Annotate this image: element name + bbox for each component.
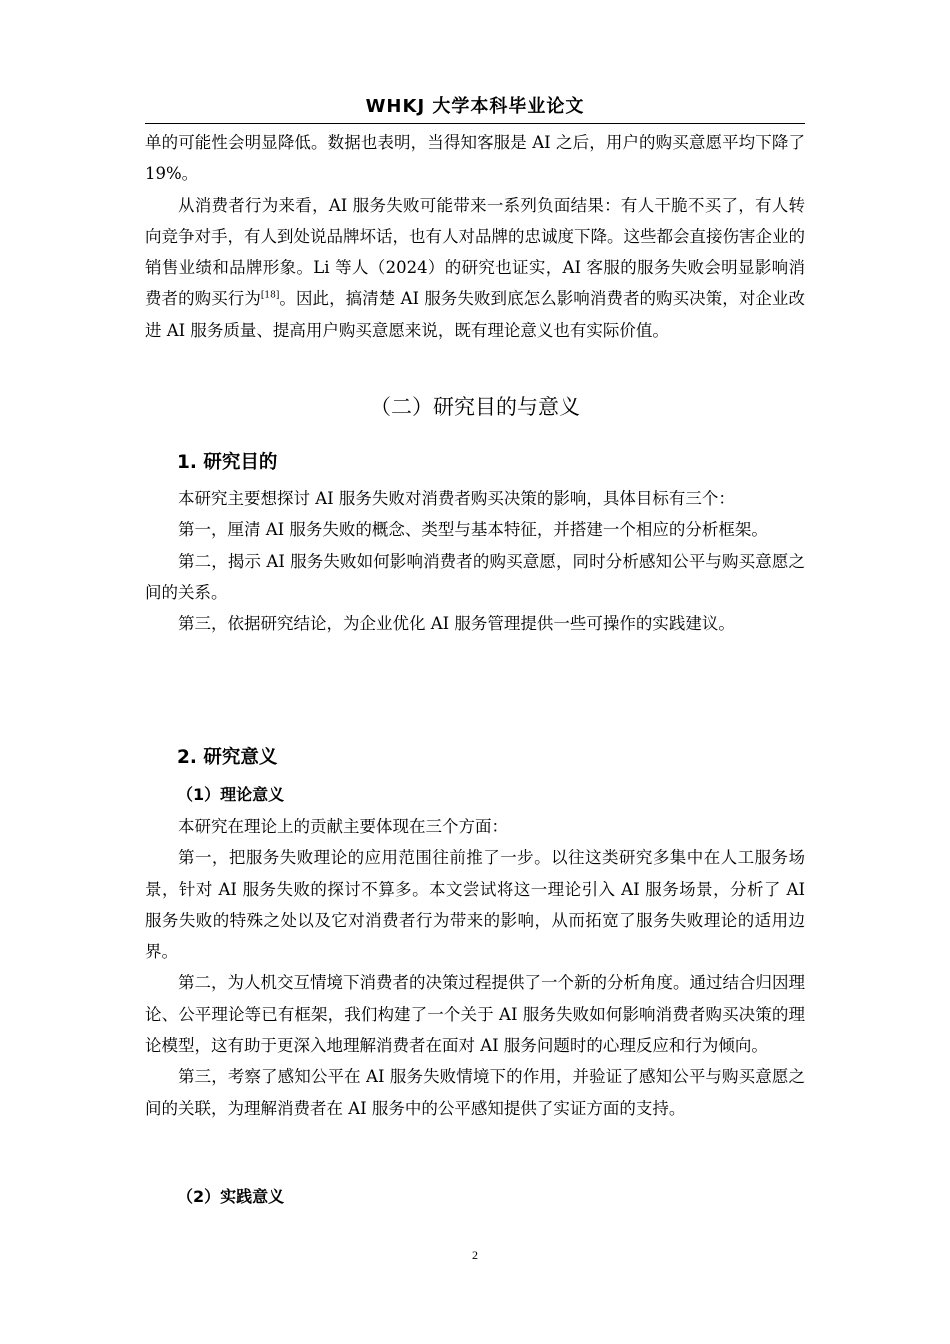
section-heading-purpose-significance: （二）研究目的与意义 — [370, 395, 580, 419]
heading-practical-significance: （2）实践意义 — [177, 1187, 285, 1206]
significance-text-block — [145, 811, 805, 1124]
paragraph-purpose-intro: 本研究主要想探讨 AI 服务失败对消费者购买决策的影响，具体目标有三个： — [178, 489, 735, 508]
citation-marker: [18] — [260, 290, 280, 301]
paragraph-consumer-behavior — [145, 190, 805, 346]
subsection-heading-purpose: 1. 研究目的 — [177, 452, 278, 473]
paragraph-theory-third: 第三，考察了感知公平在 AI 服务失败情境下的作用，并验证了感知公平与购买意愿之间的关联，为理解消费者在 AI 服务中的公平感知提供了实证方面的支持。 — [145, 1067, 805, 1118]
page-number: 2 — [472, 1248, 478, 1262]
heading-theoretical-significance: （1）理论意义 — [177, 785, 285, 804]
paragraph-purpose-second: 第二，揭示 AI 服务失败如何影响消费者的购买意愿，同时分析感知公平与购买意愿之间的关系。 — [145, 551, 805, 602]
paragraph-text-continued: 。因此，搞清楚 AI 服务失败到底怎么影响消费者的购买决策，对企业改进 AI 服务质量、提高用户购买意愿来说，既有理论意义也有实际价值。 — [145, 289, 805, 340]
paragraph-theory-first: 第一，把服务失败理论的应用范围往前推了一步。以往这类研究多集中在人工服务场景，针对 AI 服务失败的探讨不算多。本文尝试将这一理论引入 AI 服务场景，分析了 AI 服务失败的特殊之处以及它对消费者行为带来的影响，从而拓宽了服务失败理论的适用边界。 — [145, 848, 805, 962]
subsection-heading-significance: 2. 研究意义 — [177, 747, 278, 768]
paragraph-text: 从消费者行为来看，AI 服务失败可能带来一系列负面结果：有人干脆不买了，有人转向竞争对手，有人到处说品牌坏话，也有人对品牌的忠诚度下降。这些都会直接伤害企业的销售业绩和品牌形象。Li 等人（2024）的研究也证实，AI 客服的服务失败会明显影响消费者的购买行为 — [145, 195, 805, 309]
paragraph-purpose-first: 第一，厘清 AI 服务失败的概念、类型与基本特征，并搭建一个相应的分析框架。 — [178, 520, 768, 540]
header-divider — [145, 123, 805, 124]
paragraph-continued: 单的可能性会明显降低。数据也表明，当得知客服是 AI 之后，用户的购买意愿平均下降了 19%。 — [145, 133, 805, 184]
purpose-text-block — [145, 483, 805, 639]
paragraph-theory-intro: 本研究在理论上的贡献主要体现在三个方面： — [178, 817, 508, 836]
page-header-title: WHKJ 大学本科毕业论文 — [365, 96, 585, 117]
intro-text-block — [145, 127, 805, 346]
paragraph-theory-second: 第二，为人机交互情境下消费者的决策过程提供了一个新的分析角度。通过结合归因理论、公平理论等已有框架，我们构建了一个关于 AI 服务失败如何影响消费者购买决策的理论模型，这有助于更深入地理解消费者在面对 AI 服务问题时的心理反应和行为倾向。 — [145, 973, 805, 1056]
paragraph-purpose-third: 第三，依据研究结论，为企业优化 AI 服务管理提供一些可操作的实践建议。 — [178, 614, 735, 634]
